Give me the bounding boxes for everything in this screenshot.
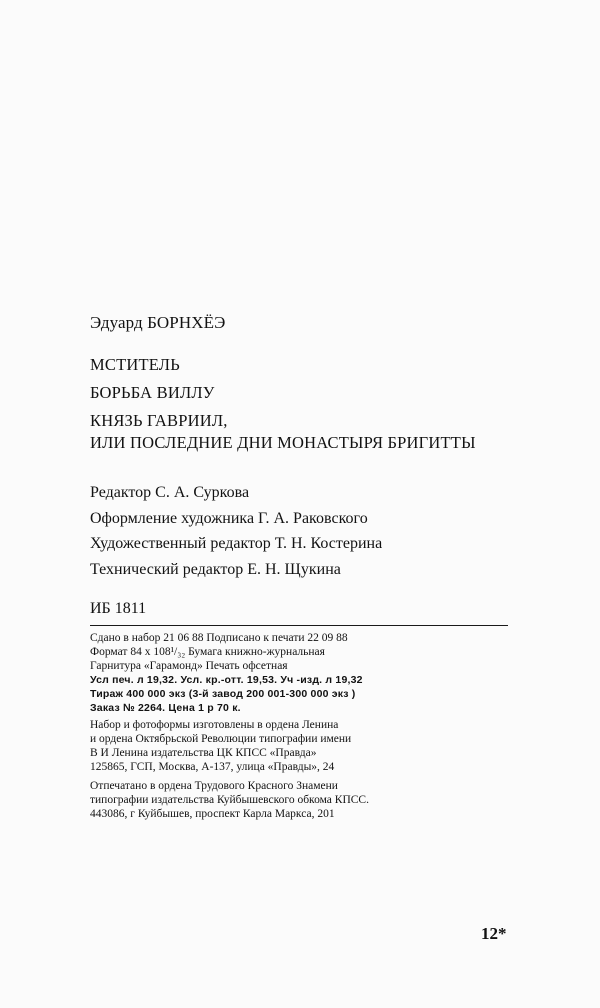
book-title-3-line-2: ИЛИ ПОСЛЕДНИЕ ДНИ МОНАСТЫРЯ БРИГИТТЫ <box>90 433 476 452</box>
author-first-name: Эдуард <box>90 313 143 332</box>
imprint-typesetting <box>90 718 351 774</box>
imprint-line: Формат 84 x 108¹/₃₂ Бумага книжно-журнальная <box>90 646 325 658</box>
imprint-line-bold: Тираж 400 000 экз (3-й завод 200 001-300 000 экз ) <box>90 688 356 700</box>
imprint-line: типографии издательства Куйбышевского обкома КПСС. <box>90 794 369 806</box>
divider-rule <box>90 625 508 626</box>
credit-design: Оформление художника Г. А. Раковского <box>90 509 368 527</box>
author-line <box>90 313 225 333</box>
credit-tech-editor: Технический редактор Е. Н. Щукина <box>90 560 341 578</box>
book-title-2: БОРЬБА ВИЛЛУ <box>90 383 215 402</box>
imprint-line: Гарнитура «Гарамонд» Печать офсетная <box>90 660 288 672</box>
author-last-name: БОРНХЁЭ <box>147 313 226 332</box>
imprint-print-data <box>90 631 363 715</box>
imprint-line: и ордена Октябрьской Революции типографии имени <box>90 733 352 745</box>
imprint-line: Сдано в набор 21 06 88 Подписано к печати 22 09 88 <box>90 632 348 644</box>
imprint-line: 443086, г Куйбышев, проспект Карла Маркса, 201 <box>90 808 335 820</box>
page-signature-mark: 12* <box>481 924 507 943</box>
imprint-line-bold: Усл печ. л 19,32. Усл. кр.-отт. 19,53. Уч -изд. л 19,32 <box>90 674 363 686</box>
credit-art-editor: Художественный редактор Т. Н. Костерина <box>90 535 383 552</box>
book-title-3 <box>90 410 476 454</box>
imprint-line: 125865, ГСП, Москва, А-137, улица «Правды», 24 <box>90 761 335 773</box>
imprint-printing <box>90 779 369 821</box>
ib-number: ИБ 1811 <box>90 600 147 617</box>
book-title-3-line-1: КНЯЗЬ ГАВРИИЛ, <box>90 411 228 430</box>
credits-list <box>90 480 382 582</box>
imprint-line-bold: Заказ № 2264. Цена 1 р 70 к. <box>90 702 241 714</box>
book-title-1: МСТИТЕЛЬ <box>90 355 180 374</box>
imprint-line: Набор и фотоформы изготовлены в ордена Ленина <box>90 719 339 731</box>
imprint-line: В И Ленина издательства ЦК КПСС «Правда» <box>90 747 317 759</box>
credit-editor: Редактор С. А. Суркова <box>90 484 250 501</box>
imprint-line: Отпечатано в ордена Трудового Красного Знамени <box>90 780 338 792</box>
